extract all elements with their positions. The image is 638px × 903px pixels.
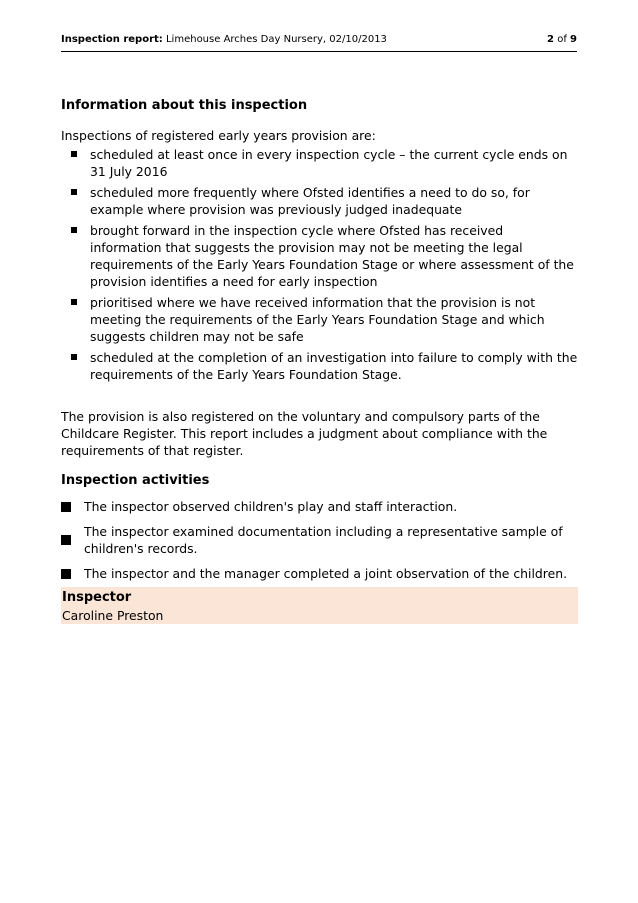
- square-bullet-icon: [71, 189, 77, 195]
- header-label: Inspection report:: [61, 34, 163, 45]
- activity-text: The inspector examined documentation including a representative sample of children's records.: [84, 524, 563, 556]
- info-bullet-text: scheduled at least once in every inspection cycle – the current cycle ends on 31 July 2016: [90, 147, 568, 179]
- info-bullet-text: prioritised where we have received information that the provision is not meeting the requirements of the Early Years Foundation Stage and which suggests children may not be safe: [90, 295, 545, 344]
- header-text: Limehouse Arches Day Nursery, 02/10/2013: [165, 34, 387, 45]
- page-content: [61, 97, 578, 590]
- info-bullet-list: [61, 146, 578, 383]
- square-bullet-icon: [71, 299, 77, 305]
- square-bullet-icon: [71, 354, 77, 360]
- info-bullet-text: scheduled more frequently where Ofsted identifies a need to do so, for example where provision was previously judged inadequate: [90, 185, 530, 217]
- info-bullet-item: [61, 222, 578, 290]
- inspector-name: Caroline Preston: [62, 608, 164, 623]
- info-bullet-text: scheduled at the completion of an investigation into failure to comply with the requirements of the Early Years Foundation Stage.: [90, 350, 578, 382]
- inspector-box: [61, 587, 578, 624]
- inspector-label: Inspector: [62, 590, 132, 605]
- activity-text: The inspector and the manager completed a joint observation of the children.: [84, 566, 568, 581]
- square-bullet-icon: [61, 569, 71, 579]
- info-bullet-item: [61, 294, 578, 345]
- activity-item: [61, 565, 578, 582]
- activity-text: The inspector observed children's play and staff interaction.: [84, 499, 458, 514]
- page-total: 9: [570, 34, 577, 45]
- info-bullet-item: [61, 184, 578, 218]
- square-bullet-icon: [61, 535, 71, 545]
- page-of: of: [557, 34, 567, 45]
- square-bullet-icon: [71, 151, 77, 157]
- info-bullet-item: [61, 146, 578, 180]
- info-intro: Inspections of registered early years provision are:: [61, 128, 376, 143]
- activity-item: [61, 523, 578, 557]
- info-heading: Information about this inspection: [61, 98, 308, 113]
- square-bullet-icon: [71, 227, 77, 233]
- page-number: [547, 33, 577, 47]
- register-paragraph: The provision is also registered on the voluntary and compulsory parts of the Childcare Register. This report includes a judgment about compliance with the requirements of that register.: [61, 409, 548, 458]
- square-bullet-icon: [61, 502, 71, 512]
- page-header: [61, 33, 577, 47]
- info-bullet-item: [61, 349, 578, 383]
- activity-item: [61, 498, 578, 515]
- activities-heading: Inspection activities: [61, 473, 210, 488]
- header-rule: [61, 51, 577, 52]
- info-bullet-text: brought forward in the inspection cycle where Ofsted has received information that suggests the provision may not be meeting the legal requirements of the Early Years Foundation Stage or where assessment of the provision identifies a need for early inspection: [90, 223, 574, 289]
- page-current: 2: [547, 34, 555, 45]
- activities-list: [61, 498, 578, 582]
